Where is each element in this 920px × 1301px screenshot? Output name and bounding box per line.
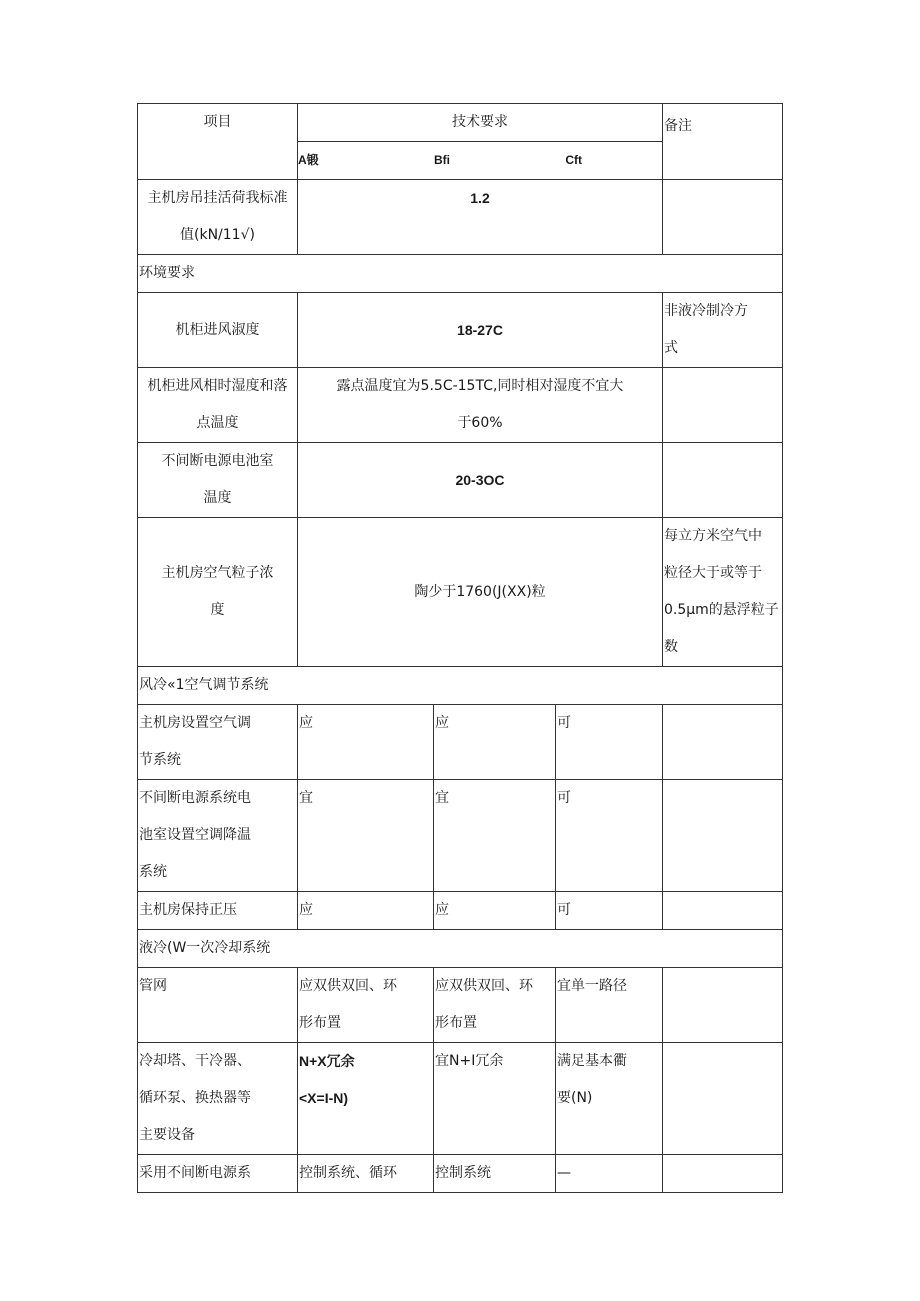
load-remark	[663, 180, 783, 255]
pressure-label: 主机房保持正压	[138, 892, 298, 930]
tower-remark	[663, 1043, 783, 1155]
pipe-remark	[663, 968, 783, 1043]
ups-sys-grade-a: 控制系统、循环	[298, 1155, 434, 1193]
ac-grade-b: 应	[434, 705, 556, 780]
humidity-remark	[663, 368, 783, 443]
header-grades	[298, 142, 663, 180]
ac-grade-a: 应	[298, 705, 434, 780]
ups-ac-grade-c: 可	[556, 780, 663, 892]
aircool-section: 风冷«1空气调节系统	[138, 667, 783, 705]
humidity-value: 露点温度宜为5.5C-15TC,同时相对湿度不宜大 于60%	[298, 368, 663, 443]
spec-table	[137, 103, 783, 1193]
ups-ac-label: 不间断电源系统电 池室设置空调降温 系统	[138, 780, 298, 892]
humidity-label: 机柜进风相时湿度和落 点温度	[138, 368, 298, 443]
header-tech: 技术要求	[298, 104, 663, 142]
grade-c: Cft	[565, 153, 582, 167]
ups-sys-remark	[663, 1155, 783, 1193]
grade-a: A锻	[298, 153, 319, 167]
particle-remark: 每立方米空气中 粒径大于或等于 0.5μm的悬浮粒子 数	[663, 518, 783, 667]
load-label: 主机房吊挂活荷我标准 值(kN/11√)	[138, 180, 298, 255]
tower-label: 冷却塔、干冷器、 循环泵、换热器等 主要设备	[138, 1043, 298, 1155]
ups-temp-remark	[663, 443, 783, 518]
grade-b: Bfi	[434, 153, 450, 167]
ups-sys-label: 采用不间断电源系	[138, 1155, 298, 1193]
pressure-grade-a: 应	[298, 892, 434, 930]
pressure-grade-b: 应	[434, 892, 556, 930]
load-value: 1.2	[298, 180, 663, 255]
ups-sys-grade-c: —	[556, 1155, 663, 1193]
pipe-grade-c: 宜单一路径	[556, 968, 663, 1043]
ac-grade-c: 可	[556, 705, 663, 780]
particle-value: 陶少于1760(J(XX)粒	[298, 518, 663, 667]
ups-temp-value: 20-3OC	[298, 443, 663, 518]
ac-remark	[663, 705, 783, 780]
header-remark: 备注	[663, 104, 783, 180]
pressure-grade-c: 可	[556, 892, 663, 930]
ups-ac-remark	[663, 780, 783, 892]
tower-grade-b: 宜N+I冗余	[434, 1043, 556, 1155]
tower-grade-a: N+X冗余 <X=I-N)	[298, 1043, 434, 1155]
inlet-temp-label: 机柜进风淑度	[138, 293, 298, 368]
header-item: 项目	[138, 104, 298, 180]
env-section: 环境要求	[138, 255, 783, 293]
pipe-label: 管网	[138, 968, 298, 1043]
ac-label: 主机房设置空气调 节系统	[138, 705, 298, 780]
liquid-section: 液冷(W一次冷却系统	[138, 930, 783, 968]
ups-sys-grade-b: 控制系统	[434, 1155, 556, 1193]
inlet-temp-value: 18-27C	[298, 293, 663, 368]
ups-ac-grade-a: 宜	[298, 780, 434, 892]
particle-label: 主机房空气粒子浓 度	[138, 518, 298, 667]
pipe-grade-a: 应双供双回、环 形布置	[298, 968, 434, 1043]
ups-ac-grade-b: 宜	[434, 780, 556, 892]
pressure-remark	[663, 892, 783, 930]
pipe-grade-b: 应双供双回、环 形布置	[434, 968, 556, 1043]
tower-grade-c: 满足基本衢 要(N)	[556, 1043, 663, 1155]
ups-temp-label: 不间断电源电池室 温度	[138, 443, 298, 518]
inlet-temp-remark: 非液冷制冷方 式	[663, 293, 783, 368]
